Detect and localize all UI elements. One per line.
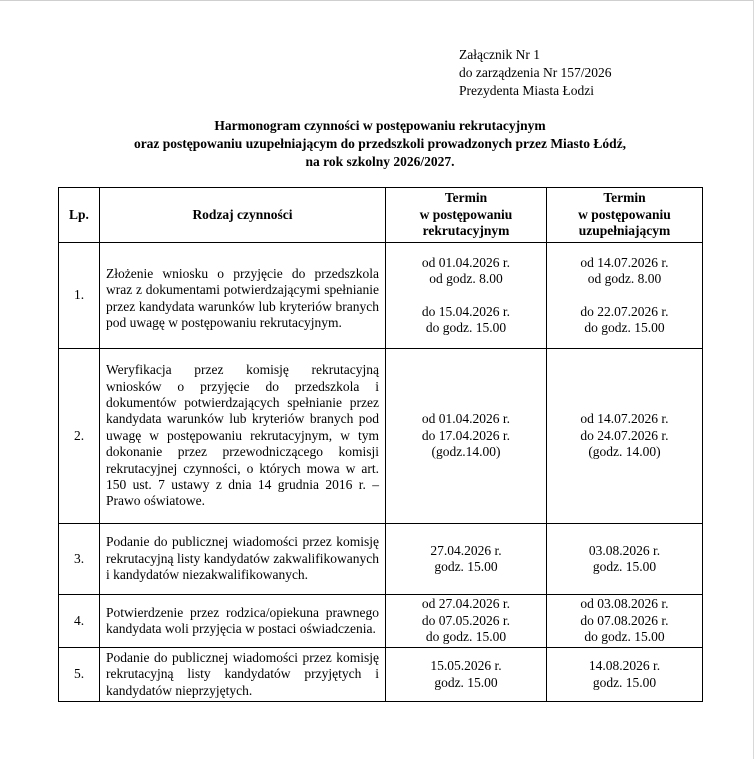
header-activity: Rodzaj czynności [100, 188, 386, 243]
term-line: 14.08.2026 r. [588, 658, 661, 674]
annex-line: Prezydenta Miasta Łodzi [459, 83, 594, 98]
header-recruitment-term [386, 188, 547, 243]
term-line: do godz. 15.00 [584, 629, 665, 645]
term-line: od 01.04.2026 r. [421, 411, 511, 427]
recruitment-term [386, 243, 547, 349]
term-line: (godz. 14.00) [588, 444, 661, 460]
activity-description: Podanie do publicznej wiadomości przez komisję rekrutacyjną listy kandydatów zakwalifikowanych i kandydatów niezakwalifikowanych. [100, 524, 386, 595]
title-line: na rok szkolny 2026/2027. [305, 154, 455, 169]
recruitment-term [386, 524, 547, 595]
supplementary-term [547, 524, 703, 595]
term-line: do 24.07.2026 r. [580, 427, 669, 443]
term-line: od 27.04.2026 r. [421, 596, 511, 612]
recruitment-term [386, 349, 547, 524]
term-line: do godz. 15.00 [584, 319, 665, 335]
term-line: godz. 15.00 [592, 674, 657, 690]
page-top-border [0, 0, 754, 1]
header-lp: Lp. [59, 188, 100, 243]
term-line: do 22.07.2026 r. [580, 303, 669, 319]
term-line: 15.05.2026 r. [430, 658, 502, 674]
table-row [59, 648, 703, 702]
header-line: rekrutacyjnym [422, 223, 510, 239]
term-line: do 15.04.2026 r. [421, 303, 511, 319]
activity-description: Podanie do publicznej wiadomości przez komisję rekrutacyjną listy kandydatów przyjętych i kandydatów nieprzyjętych. [100, 648, 386, 702]
term-line: (godz.14.00) [431, 444, 501, 460]
term-line: 27.04.2026 r. [430, 542, 502, 558]
activity-description: Złożenie wniosku o przyjęcie do przedszkola wraz z dokumentami potwierdzającymi spełnianie przez kandydata warunków lub kryteriów branych pod uwagę w postępowaniu rekrutacyjnym. [100, 243, 386, 349]
term-line: 03.08.2026 r. [588, 542, 661, 558]
table-row [59, 243, 703, 349]
term-line: do godz. 15.00 [425, 629, 507, 645]
recruitment-term [386, 648, 547, 702]
row-number: 5. [59, 648, 100, 702]
table-row [59, 349, 703, 524]
term-line: od godz. 8.00 [587, 271, 662, 287]
header-supplementary-term [547, 188, 703, 243]
supplementary-term [547, 595, 703, 648]
table-header-row [59, 188, 703, 243]
header-line: w postępowaniu [578, 206, 671, 222]
term-line: od godz. 8.00 [429, 271, 503, 287]
term-line: od 14.07.2026 r. [580, 411, 669, 427]
recruitment-term [386, 595, 547, 648]
supplementary-term [547, 243, 703, 349]
term-line: do godz. 15.00 [425, 319, 507, 335]
row-number: 4. [59, 595, 100, 648]
header-line: w postępowaniu [419, 206, 513, 222]
term-line: do 17.04.2026 r. [421, 427, 511, 443]
annex-line: do zarządzenia Nr 157/2026 [459, 65, 612, 80]
table-row [59, 595, 703, 648]
supplementary-term [547, 349, 703, 524]
activity-description: Potwierdzenie przez rodzica/opiekuna prawnego kandydata woli przyjęcia w postaci oświadczenia. [100, 595, 386, 648]
row-number: 3. [59, 524, 100, 595]
row-number: 1. [59, 243, 100, 349]
header-line: Termin [444, 190, 488, 206]
title-line: Harmonogram czynności w postępowaniu rekrutacyjnym [214, 118, 546, 133]
term-line: godz. 15.00 [434, 674, 498, 690]
table-row [59, 524, 703, 595]
header-line: uzupełniającym [578, 223, 671, 239]
term-line: od 01.04.2026 r. [421, 254, 511, 270]
annex-line: Załącznik Nr 1 [459, 47, 540, 62]
row-number: 2. [59, 349, 100, 524]
term-line: godz. 15.00 [434, 559, 498, 574]
annex-reference [459, 46, 612, 100]
title-line: oraz postępowaniu uzupełniającym do przedszkoli prowadzonych przez Miasto Łódź, [133, 136, 627, 151]
term-line: od 14.07.2026 r. [580, 254, 669, 270]
term-line: od 03.08.2026 r. [580, 596, 669, 612]
schedule-table [58, 187, 703, 702]
supplementary-term [547, 648, 703, 702]
document-title [58, 117, 702, 171]
term-line: do 07.08.2026 r. [580, 612, 669, 628]
term-line: godz. 15.00 [592, 559, 657, 574]
term-line: do 07.05.2026 r. [421, 612, 511, 628]
header-line: Termin [603, 190, 646, 206]
activity-description: Weryfikacja przez komisję rekrutacyjną wniosków o przyjęcie do przedszkola i dokumentów potwierdzających spełnianie przez kandydata warunków lub kryteriów branych pod uwagę w postępowaniu rekrutacyjnym, w tym dokonanie przez przewodniczącego komisji rekrutacyjnej czynności, o których mowa w art. 150 ust. 7 ustawy z dnia 14 grudnia 2016 r. – Prawo oświatowe. [100, 349, 386, 524]
